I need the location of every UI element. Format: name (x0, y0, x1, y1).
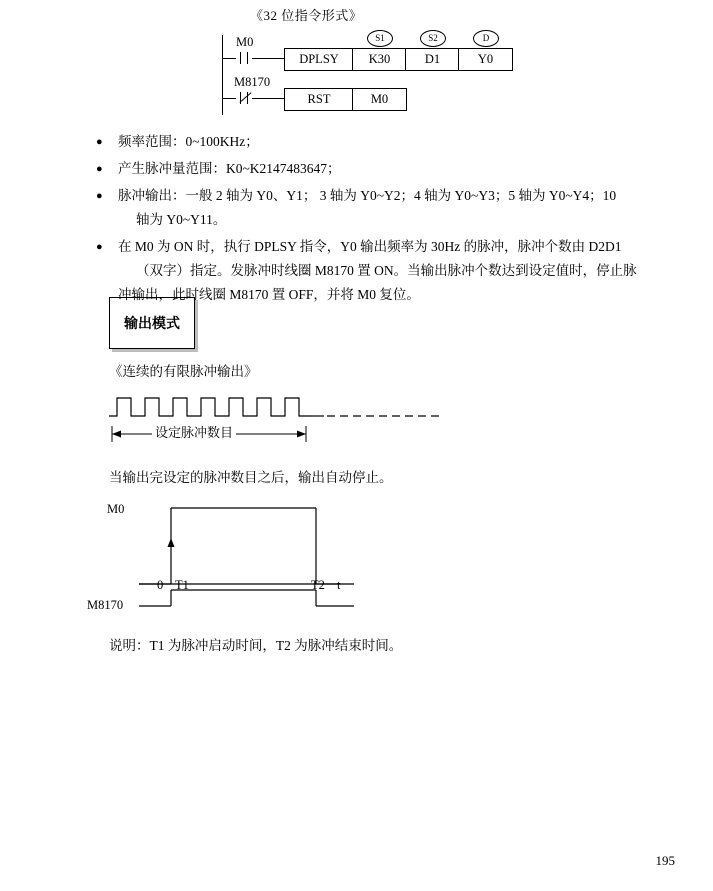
timing-label-t1: T1 (175, 578, 189, 592)
ladder-diagram-title: 《32 位指令形式》 (250, 8, 363, 23)
rung2-instruction-box: RST (284, 88, 354, 111)
bullet-icon: ● (96, 136, 103, 148)
list-item-text: 频率范围：0~100KHz； (118, 134, 259, 149)
rung1-operand-s2: D1 (405, 48, 460, 71)
timing-label-m8170: M8170 (87, 598, 124, 612)
note-t1-t2-definition: 说明：T1 为脉冲启动时间，T2 为脉冲结束时间。 (109, 638, 403, 653)
rung2-contact-m8170 (236, 92, 252, 104)
bullet-icon: ● (96, 241, 103, 253)
timing-label-t2: T2 (311, 578, 325, 592)
ladder-left-rail (222, 35, 223, 115)
rung1-contact-m0 (236, 52, 252, 64)
operand-tag-s2: S2 (420, 30, 446, 47)
operand-tag-s1: S1 (367, 30, 393, 47)
page-number: 195 (655, 853, 675, 868)
timing-diagram (87, 498, 409, 628)
pulse-waveform-diagram (109, 392, 469, 422)
rung1-wire-left (222, 58, 236, 59)
pulse-count-dimension-label: 设定脉冲数目 (152, 422, 236, 441)
operand-tag-d: D (473, 30, 499, 47)
pulse-waveform-path (109, 398, 313, 416)
timing-label-axis: t (337, 578, 341, 592)
list-item-text (118, 184, 696, 232)
rung1-instruction-box: DPLSY (284, 48, 354, 71)
value-axis-arrowhead (168, 538, 175, 547)
list-item (96, 157, 696, 181)
rung1-contact-label: M0 (236, 35, 254, 49)
feature-bullet-list (96, 130, 696, 310)
note-auto-stop: 当输出完设定的脉冲数目之后，输出自动停止。 (109, 470, 393, 485)
rung2-wire-left (222, 98, 236, 99)
rung1-wire-right (252, 58, 284, 59)
timing-label-m0: M0 (107, 502, 125, 516)
list-item-text: 产生脉冲量范围：K0~K2147483647； (118, 161, 341, 176)
list-item-line3: 冲输出，此时线圈 M8170 置 OFF，并将 M0 复位。 (118, 287, 420, 302)
section-title-continuous-pulse: 《连续的有限脉冲输出》 (109, 364, 258, 379)
output-mode-heading-box: 输出模式 (109, 297, 195, 349)
rung1-operand-s1: K30 (352, 48, 407, 71)
timing-label-origin: 0 (157, 578, 164, 592)
list-item-line1: 脉冲输出：一般 2 轴为 Y0、Y1； 3 轴为 Y0~Y2；4 轴为 Y0~Y3；5 轴为 Y0~Y4；10 (118, 188, 617, 203)
bullet-icon: ● (96, 190, 103, 202)
rung2-wire-right (252, 98, 284, 99)
list-item (96, 184, 696, 232)
list-item-line1: 在 M0 为 ON 时，执行 DPLSY 指令，Y0 输出频率为 30Hz 的脉冲，脉冲个数由 D2D1 (118, 239, 622, 254)
rung2-contact-label: M8170 (234, 75, 271, 89)
list-item (96, 130, 696, 154)
list-item-line2: （双字）指定。发脉冲时线圈 M8170 置 ON。当输出脉冲个数达到设定值时，停止脉 (136, 263, 637, 278)
list-item-text (118, 235, 696, 307)
rung2-operand-m0: M0 (352, 88, 407, 111)
ladder-diagram (222, 30, 512, 115)
list-item-line2: 轴为 Y0~Y11。 (136, 212, 227, 227)
rung1-operand-d: Y0 (458, 48, 513, 71)
bullet-icon: ● (96, 163, 103, 175)
